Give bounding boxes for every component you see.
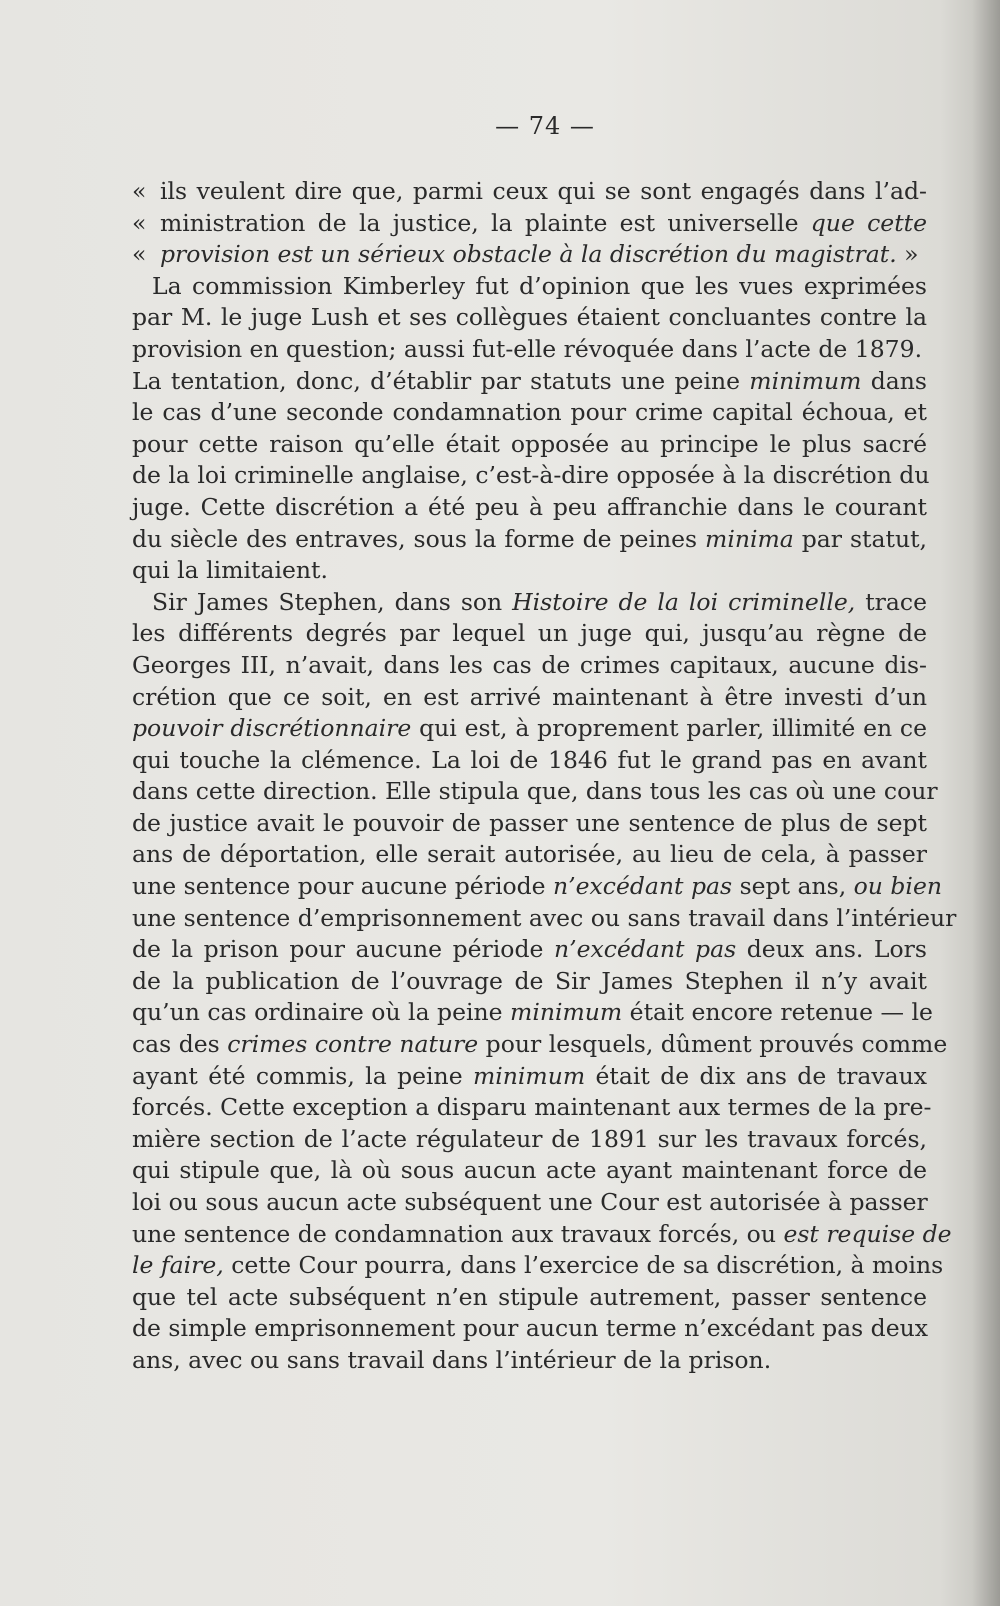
- text-line: [132, 1155, 927, 1187]
- text-line: [132, 302, 927, 334]
- text-segment: qui touche la clémence. La loi de 1846 fut le grand pas en avant: [132, 745, 927, 774]
- text-line: [132, 1282, 927, 1314]
- text-line: [132, 1187, 927, 1219]
- italic-text: le faire,: [132, 1251, 224, 1280]
- text-line: [132, 903, 957, 935]
- text-segment: La tentation, donc, d’établir par statuts une peine: [132, 366, 750, 395]
- text-segment: forcés. Cette exception a disparu maintenant aux termes de la pre-: [132, 1093, 932, 1122]
- text-line: [132, 1029, 948, 1061]
- text-line: [132, 587, 927, 619]
- text-line: [132, 239, 927, 271]
- text-segment: de justice avait le pouvoir de passer une sentence de plus de sept: [132, 808, 927, 837]
- text-segment: cette Cour pourra, dans l’exercice de sa discrétion, à moins: [223, 1251, 944, 1280]
- text-segment: était encore retenue — le: [622, 998, 933, 1027]
- text-segment: crétion que ce soit, en est arrivé maintenant à être investi d’un: [132, 682, 927, 711]
- text-segment: ans, avec ou sans travail dans l’intérieur de la prison.: [132, 1345, 772, 1374]
- text-line: [132, 334, 927, 366]
- text-line: [132, 1124, 927, 1156]
- text-line: [132, 176, 927, 208]
- text-line: [132, 397, 927, 429]
- text-segment: était de dix ans de travaux: [585, 1061, 927, 1090]
- text-segment: ans de déportation, elle serait autorisée, au lieu de cela, à passer: [132, 840, 927, 869]
- body-text: [132, 176, 957, 1377]
- text-segment: sept ans,: [732, 872, 854, 901]
- text-segment: qui la limitaient.: [132, 556, 328, 585]
- text-segment: »: [896, 240, 919, 269]
- text-line: [132, 934, 927, 966]
- text-line: [132, 966, 927, 998]
- text-line: [132, 1219, 952, 1251]
- text-segment: ayant été commis, la peine: [132, 1061, 473, 1090]
- text-segment: qui stipule que, là où sous aucun acte ayant maintenant force de: [132, 1156, 927, 1185]
- text-segment: par M. le juge Lush et ses collègues étaient concluantes contre la: [132, 303, 927, 332]
- text-segment: qu’un cas ordinaire où la peine: [132, 998, 511, 1027]
- text-line: [132, 460, 930, 492]
- text-segment: les différents degrés par lequel un juge qui, jusqu’au règne de: [132, 619, 927, 648]
- text-line: [132, 366, 927, 398]
- italic-text: que cette: [810, 208, 927, 237]
- quote-mark: «: [132, 208, 147, 237]
- text-segment: juge. Cette discrétion a été peu à peu affranchie dans le courant: [132, 492, 927, 521]
- text-segment: loi ou sous aucun acte subséquent une Cour est autorisée à passer: [132, 1188, 928, 1216]
- text-segment: deux ans. Lors: [736, 935, 927, 964]
- text-line: [132, 1061, 927, 1093]
- text-segment: le cas d’une seconde condamnation pour crime capital échoua, et: [132, 398, 927, 427]
- text-segment: Sir James Stephen, dans son: [152, 587, 513, 616]
- text-line: [132, 997, 933, 1029]
- text-line: [132, 1250, 944, 1282]
- quote-mark: «: [132, 177, 147, 205]
- italic-text: ou bien: [853, 872, 942, 901]
- italic-text: n’excédant pas: [553, 935, 737, 964]
- text-line: [132, 429, 927, 461]
- italic-text: minima: [705, 524, 794, 553]
- text-segment: une sentence pour aucune période: [132, 872, 554, 901]
- text-segment: Georges III, n’avait, dans les cas de crimes capitaux, aucune dis-: [132, 650, 927, 679]
- text-segment: de simple emprisonnement pour aucun terme n’excédant pas deux: [132, 1314, 929, 1343]
- text-segment: qui est, à proprement parler, illimité en ce: [411, 714, 927, 743]
- text-segment: provision en question; aussi fut-elle révoquée dans l’acte de 1879.: [132, 334, 923, 363]
- text-line: [132, 555, 927, 587]
- text-segment: dans: [861, 366, 927, 395]
- text-segment: par statut,: [793, 524, 928, 553]
- italic-text: est requise de: [783, 1219, 952, 1248]
- text-line: [132, 1313, 927, 1345]
- text-line: [132, 839, 927, 871]
- text-segment: de la loi criminelle anglaise, c’est-à-dire opposée à la discrétion du: [132, 461, 930, 490]
- italic-text: pouvoir discrétionnaire: [132, 714, 412, 743]
- page-spine-shadow: [972, 0, 1000, 1606]
- text-line: [132, 682, 927, 714]
- text-line: [132, 1345, 927, 1377]
- italic-text: Histoire de la loi criminelle,: [512, 587, 856, 616]
- page-number: — 74 —: [495, 112, 595, 140]
- italic-text: minimum: [510, 998, 623, 1027]
- italic-text: provision est un sérieux obstacle à la discrétion du magistrat.: [160, 240, 897, 269]
- text-line: [132, 492, 927, 524]
- text-segment: pour cette raison qu’elle était opposée au principe le plus sacré: [132, 429, 927, 458]
- text-segment: cas des: [132, 1030, 228, 1059]
- text-segment: La commission Kimberley fut d’opinion que les vues exprimées: [152, 271, 927, 300]
- italic-text: minimum: [472, 1061, 586, 1090]
- italic-text: crimes contre nature: [227, 1030, 479, 1059]
- text-line: [132, 1092, 932, 1124]
- text-line: [132, 650, 927, 682]
- text-line: [132, 871, 942, 903]
- text-line: [132, 745, 927, 777]
- text-segment: mière section de l’acte régulateur de 1891 sur les travaux forcés,: [132, 1124, 927, 1153]
- text-line: [132, 271, 927, 303]
- text-segment: que tel acte subséquent n’en stipule autrement, passer sentence: [132, 1282, 927, 1311]
- italic-text: minimum: [749, 366, 862, 395]
- text-segment: trace: [855, 587, 927, 616]
- text-segment: dans cette direction. Elle stipula que, dans tous les cas où une cour: [132, 777, 938, 806]
- text-line: [132, 618, 927, 650]
- quote-mark: «: [132, 240, 147, 269]
- text-segment: de la prison pour aucune période: [132, 935, 554, 964]
- text-line: [132, 776, 938, 808]
- text-segment: de la publication de l’ouvrage de Sir James Stephen il n’y avait: [132, 966, 927, 995]
- text-segment: une sentence de condamnation aux travaux forcés, ou: [132, 1219, 784, 1248]
- text-line: [132, 524, 927, 556]
- text-segment: ils veulent dire que, parmi ceux qui se sont engagés dans l’ad-: [160, 177, 927, 205]
- text-line: [132, 208, 927, 240]
- text-line: [132, 808, 927, 840]
- italic-text: n’excédant pas: [553, 872, 733, 901]
- text-segment: pour lesquels, dûment prouvés comme: [478, 1030, 948, 1059]
- text-segment: ministration de la justice, la plainte est universelle: [160, 208, 811, 237]
- text-line: [132, 713, 927, 745]
- text-segment: une sentence d’emprisonnement avec ou sans travail dans l’intérieur: [132, 903, 957, 932]
- text-segment: du siècle des entraves, sous la forme de peines: [132, 524, 706, 553]
